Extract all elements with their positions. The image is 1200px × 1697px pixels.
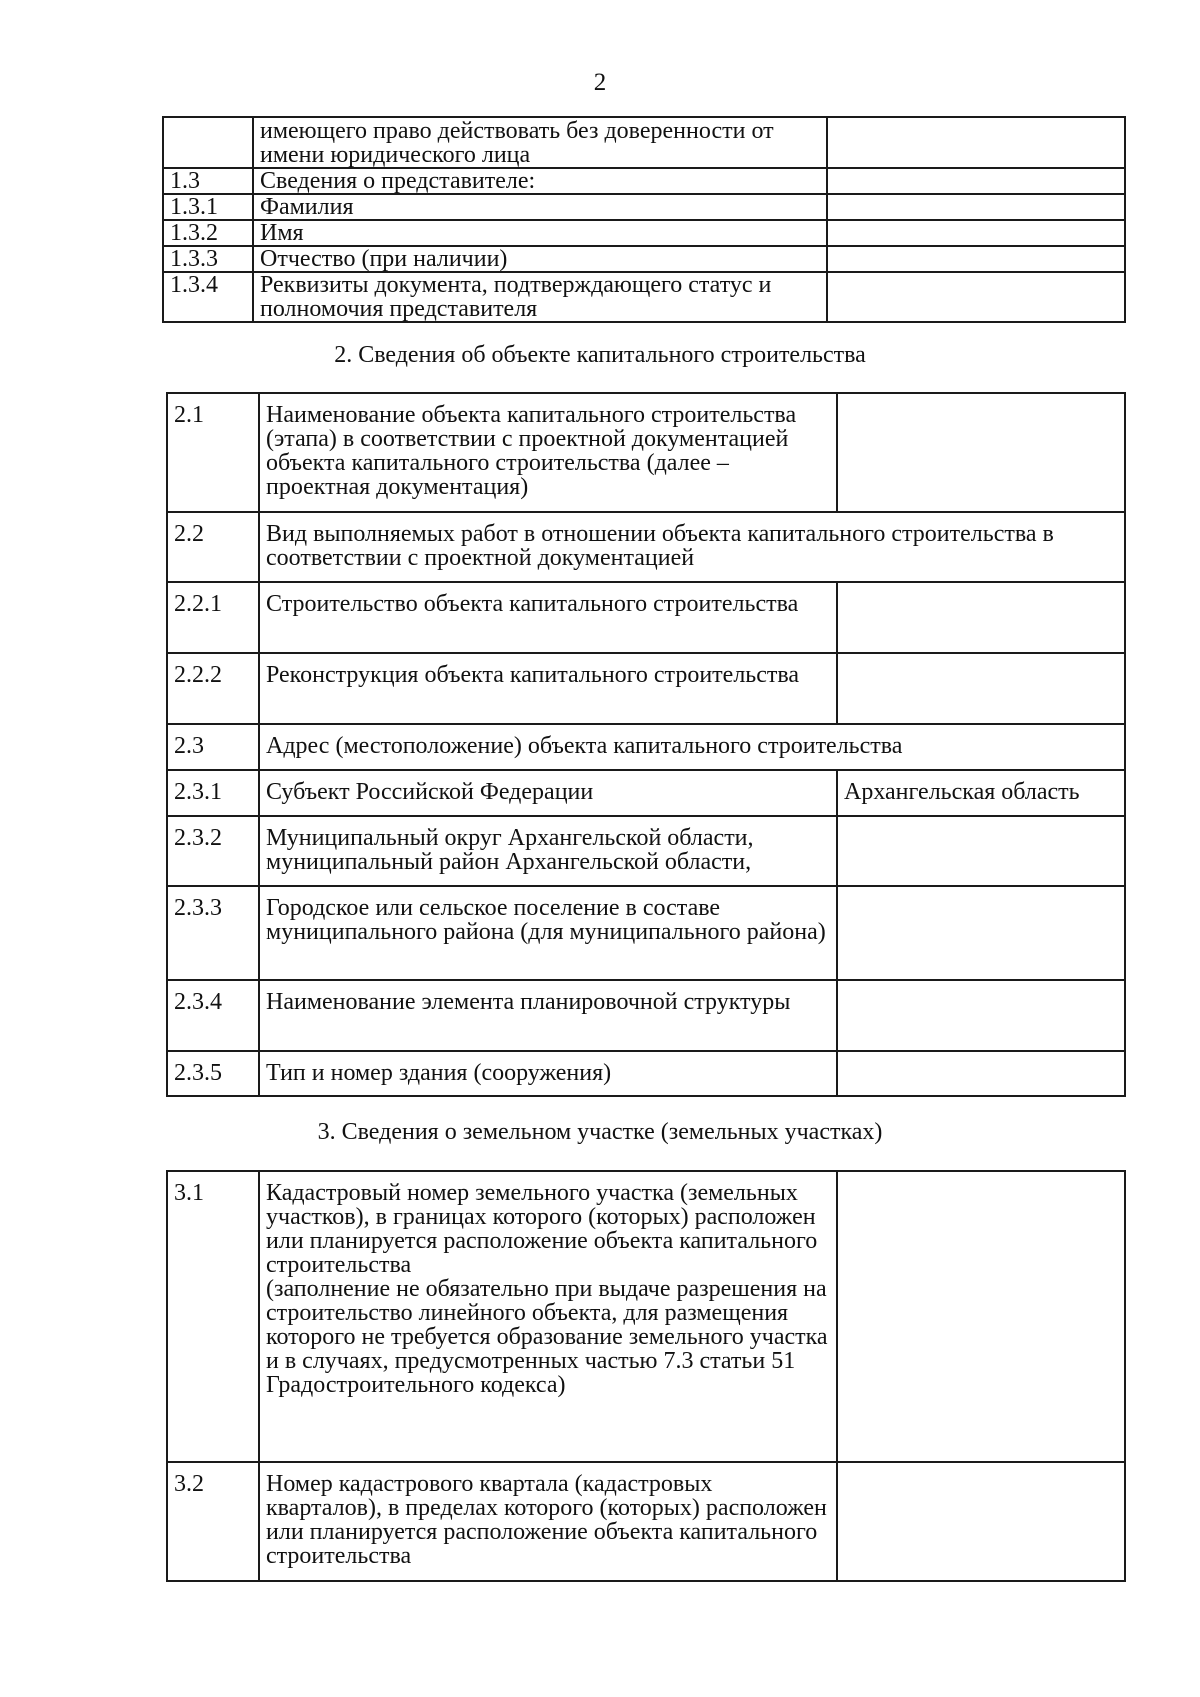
- applicant-representative-table: [162, 116, 1126, 323]
- row-label: имеющего право действовать без доверенности от имени юридического лица: [253, 117, 827, 168]
- table-row: [163, 246, 1125, 272]
- row-value-cell[interactable]: [837, 1171, 1125, 1462]
- row-number: 1.3.3: [163, 246, 253, 272]
- page-number: 2: [593, 69, 607, 96]
- row-label-cell: [259, 1171, 837, 1462]
- row-number: 3.2: [167, 1462, 259, 1581]
- row-number: 1.3.2: [163, 220, 253, 246]
- table-row: [163, 220, 1125, 246]
- row-label: Городское или сельское поселение в составе муниципального района (для муниципального района): [259, 886, 837, 980]
- table-row: [167, 1051, 1125, 1096]
- table-row: [167, 724, 1125, 770]
- construction-object-table: [166, 392, 1126, 1097]
- table-row: [163, 194, 1125, 220]
- row-number: 2.3.2: [167, 816, 259, 886]
- row-number: 2.2: [167, 512, 259, 582]
- row-number: 2.2.2: [167, 653, 259, 724]
- row-number: 2.3: [167, 724, 259, 770]
- row-number: 2.3.5: [167, 1051, 259, 1096]
- table-row: [167, 770, 1125, 816]
- row-value-cell[interactable]: [827, 168, 1125, 194]
- row-label: Реконструкция объекта капитального строительства: [259, 653, 837, 724]
- table-row: [167, 886, 1125, 980]
- row-label: Наименование элемента планировочной структуры: [259, 980, 837, 1051]
- row-label: Номер кадастрового квартала (кадастровых кварталов), в пределах которого (которых) расположен или планируется расположение объекта капитального строительства: [259, 1462, 837, 1581]
- row-value-cell[interactable]: Архангельская область: [837, 770, 1125, 816]
- row-label: Реквизиты документа, подтверждающего статус и полномочия представителя: [253, 272, 827, 322]
- row-value-cell[interactable]: [837, 582, 1125, 653]
- section-heading: 2. Сведения об объекте капитального строительства: [334, 342, 866, 368]
- land-plot-table: [166, 1170, 1126, 1582]
- row-note: (заполнение не обязательно при выдаче разрешения на строительство линейного объекта, для размещения которого не требуется образование земельного участка и в случаях, предусмотренных частью 7.3 статьи 51 Градостроительного кодекса): [266, 1276, 828, 1398]
- row-label: Субъект Российской Федерации: [259, 770, 837, 816]
- section-heading: 3. Сведения о земельном участке (земельных участках): [317, 1119, 883, 1145]
- row-value-cell[interactable]: [837, 1051, 1125, 1096]
- row-value-cell[interactable]: [827, 220, 1125, 246]
- row-number: 2.3.1: [167, 770, 259, 816]
- table-row: [163, 272, 1125, 322]
- row-label: Адрес (местоположение) объекта капитального строительства: [259, 724, 1125, 770]
- row-label: Вид выполняемых работ в отношении объекта капитального строительства в соответствии с проектной документацией: [259, 512, 1125, 582]
- row-number: 2.3.4: [167, 980, 259, 1051]
- row-label: Фамилия: [253, 194, 827, 220]
- row-value-cell[interactable]: [837, 886, 1125, 980]
- table-row: [167, 816, 1125, 886]
- row-number: 2.3.3: [167, 886, 259, 980]
- table-row: [163, 168, 1125, 194]
- table-row: [167, 980, 1125, 1051]
- table-row: [167, 1462, 1125, 1581]
- table-row: [167, 393, 1125, 512]
- row-label: Тип и номер здания (сооружения): [259, 1051, 837, 1096]
- row-label: Наименование объекта капитального строительства (этапа) в соответствии с проектной документацией объекта капитального строительства (далее – проектная документация): [259, 393, 837, 512]
- row-value-cell[interactable]: [837, 980, 1125, 1051]
- row-value-cell[interactable]: [837, 1462, 1125, 1581]
- row-label: Отчество (при наличии): [253, 246, 827, 272]
- row-value-cell[interactable]: [827, 194, 1125, 220]
- table-row: [167, 653, 1125, 724]
- row-value-cell[interactable]: [827, 117, 1125, 168]
- row-label: Строительство объекта капитального строительства: [259, 582, 837, 653]
- row-value-cell[interactable]: [837, 653, 1125, 724]
- table-row: [167, 1171, 1125, 1462]
- row-label: Имя: [253, 220, 827, 246]
- table-row: [163, 117, 1125, 168]
- row-value-cell[interactable]: [827, 272, 1125, 322]
- row-value-cell[interactable]: [827, 246, 1125, 272]
- row-label: Муниципальный округ Архангельской области, муниципальный район Архангельской области,: [259, 816, 837, 886]
- table-row: [167, 512, 1125, 582]
- row-number: 1.3.4: [163, 272, 253, 322]
- row-value-cell[interactable]: [837, 816, 1125, 886]
- row-label: Сведения о представителе:: [253, 168, 827, 194]
- row-number: [163, 117, 253, 168]
- row-number: 1.3: [163, 168, 253, 194]
- row-label: Кадастровый номер земельного участка (земельных участков), в границах которого (которых) расположен или планируется расположение объекта капитального строительства: [266, 1180, 818, 1278]
- row-number: 3.1: [167, 1171, 259, 1462]
- table-row: [167, 582, 1125, 653]
- row-number: 1.3.1: [163, 194, 253, 220]
- row-number: 2.1: [167, 393, 259, 512]
- row-value-cell[interactable]: [837, 393, 1125, 512]
- row-number: 2.2.1: [167, 582, 259, 653]
